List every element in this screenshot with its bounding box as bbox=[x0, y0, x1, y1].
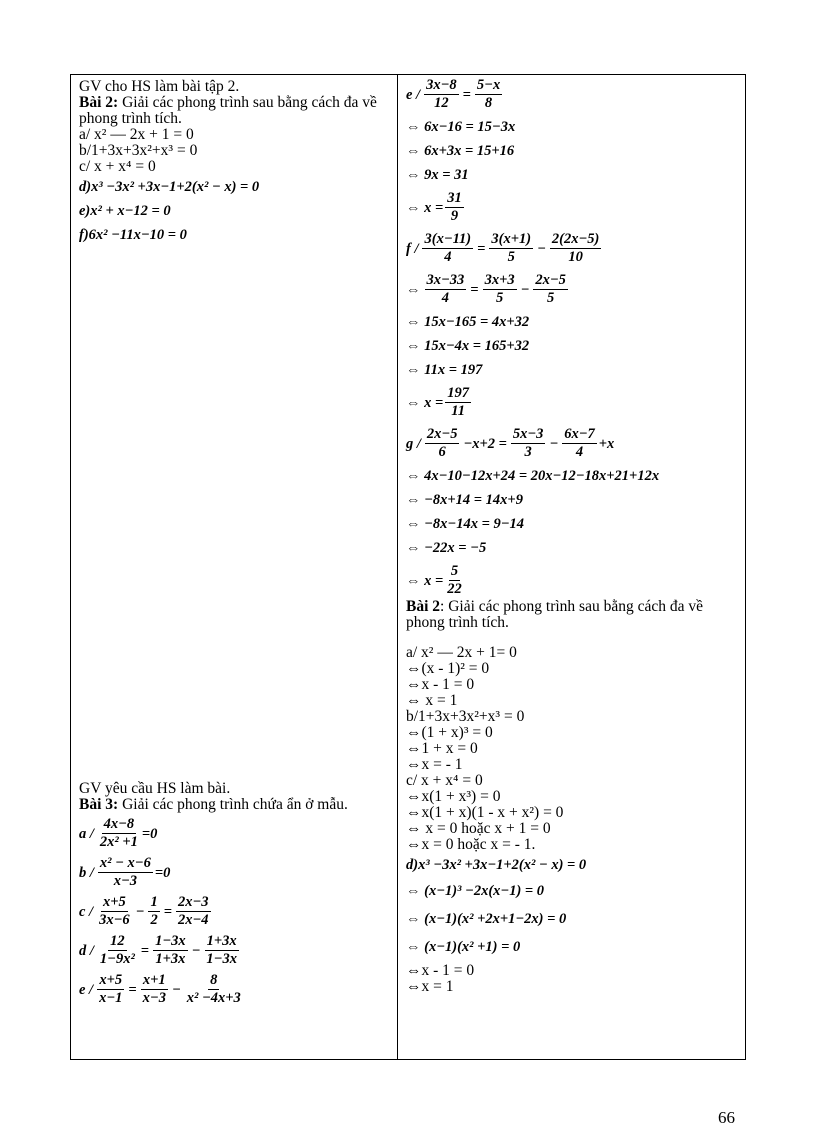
fraction: $\frac{12}{\text{1−9x²}}$ bbox=[99, 933, 135, 967]
bai3-title: Bài 3: bbox=[79, 796, 119, 813]
solution-e-equation: e / $\frac{3x-8}{12}$ = $\frac{5-x}{8}$ bbox=[406, 77, 501, 111]
solution-line: ⇔x = - 1 bbox=[406, 756, 463, 773]
fraction: $\frac{3x-8}{12}$ bbox=[426, 77, 457, 111]
solution-f-result: ⇔ x = $\frac{197}{11}$ bbox=[406, 385, 470, 419]
fraction: $\frac{3(x-11)}{4}$ bbox=[424, 231, 472, 265]
solution-line: ⇔(1 + x)³ = 0 bbox=[406, 724, 493, 741]
solution-line: ⇔x(1 + x³) = 0 bbox=[406, 788, 501, 805]
bai2-title: Bài 2: bbox=[79, 94, 119, 111]
solution-line: ⇔1 + x = 0 bbox=[406, 740, 478, 757]
solution-e-result: ⇔ x = $\frac{31}{9}$ bbox=[406, 190, 462, 224]
fraction: $\frac{x+5}{3x-6}$ bbox=[99, 894, 130, 928]
lesson-table bbox=[70, 74, 746, 1060]
solution-g-step: ⇔ −8x−14x = 9−14 bbox=[406, 516, 524, 532]
fraction: $\frac{3x+3}{5}$ bbox=[484, 272, 515, 306]
fraction: $\frac{4x-8}{\text{2x² +1}}$ bbox=[99, 816, 138, 850]
fraction: $\frac{3x-33}{4}$ bbox=[426, 272, 465, 306]
bai2-item-c: c/ x + x⁴ = 0 bbox=[79, 158, 156, 175]
solution-line: ⇔ x = 1 bbox=[406, 692, 458, 709]
bai2-item-a: a/ x² — 2x + 1 = 0 bbox=[79, 126, 194, 143]
solution-line: ⇔x(1 + x)(1 - x + x²) = 0 bbox=[406, 804, 564, 821]
bai3-text: Giải các phong trình chứa ẩn ở mẫu. bbox=[122, 796, 348, 813]
fraction: $\frac{x+5}{x-1}$ bbox=[99, 972, 123, 1006]
bai2-item-e: e)x² + x−12 = 0 bbox=[79, 203, 171, 219]
right-column bbox=[398, 75, 745, 1059]
bai3-eq-a: a / $\frac{4x-8}{\text{2x² +1}}$ =0 bbox=[79, 816, 158, 850]
fraction: $\frac{5}{22}$ bbox=[447, 563, 462, 597]
solution-line: ⇔x - 1 = 0 bbox=[406, 676, 475, 693]
fraction: $\frac{x+1}{x-3}$ bbox=[142, 972, 166, 1006]
bai3-block bbox=[79, 781, 391, 1006]
bai2-solution-title: Bài 2 bbox=[406, 598, 441, 615]
fraction: $\frac{1+3x}{1-3x}$ bbox=[206, 933, 237, 967]
solution-d-step: ⇔ (x−1)³ −2x(x−1) = 0 bbox=[406, 883, 545, 899]
fraction: $\frac{3(x+1)}{5}$ bbox=[491, 231, 532, 265]
bai2-text: Giải các phong trình sau bằng cách đa về phong trình tích. bbox=[79, 94, 377, 127]
solution-e-step: ⇔ 9x = 31 bbox=[406, 167, 469, 183]
fraction: $\frac{2(2x-5)}{10}$ bbox=[551, 231, 600, 265]
solution-f-step: ⇔ $\frac{3x-33}{4}$ = $\frac{3x+3}{5}$ − $\frac{2x-5}{5}$ bbox=[406, 272, 566, 306]
solution-f-step: ⇔ 15x−165 = 4x+32 bbox=[406, 314, 530, 330]
solution-line: ⇔ x = 0 hoặc x + 1 = 0 bbox=[406, 820, 551, 837]
intro-bai3: GV yêu cầu HS làm bài. bbox=[79, 780, 231, 797]
solution-line: ⇔x - 1 = 0 bbox=[406, 962, 475, 979]
solution-line: c/ x + x⁴ = 0 bbox=[406, 772, 483, 789]
fraction: $\frac{1-3x}{1+3x}$ bbox=[155, 933, 186, 967]
bai2-statement bbox=[79, 95, 391, 127]
solution-e-step: ⇔ 6x+3x = 15+16 bbox=[406, 143, 515, 159]
bai3-eq-b: b / $\frac{\text{x² − x−6}}{x-3}$ =0 bbox=[79, 855, 171, 889]
fraction: $\frac{6x-7}{4}$ bbox=[564, 426, 595, 460]
fraction: $\frac{31}{9}$ bbox=[447, 190, 462, 224]
solution-g-step: ⇔ −8x+14 = 14x+9 bbox=[406, 492, 523, 508]
bai2-solution-heading bbox=[406, 599, 739, 631]
page-number: 66 bbox=[718, 1108, 735, 1127]
bai2-item-b: b/1+3x+3x²+x³ = 0 bbox=[79, 142, 198, 159]
solution-line: ⇔x = 1 bbox=[406, 978, 454, 995]
solution-line: a/ x² — 2x + 1= 0 bbox=[406, 644, 517, 661]
bai3-eq-e: e / $\frac{x+5}{x-1}$ = $\frac{x+1}{x-3}$ − $\frac{8}{\text{x² −4x+3}}$ bbox=[79, 972, 241, 1006]
solution-line: b/1+3x+3x²+x³ = 0 bbox=[406, 708, 525, 725]
solution-g-equation: g / $\frac{2x-5}{6}$ −x+2 = $\frac{5x-3}{3}$ − $\frac{6x-7}{4}$ +x bbox=[406, 426, 615, 460]
solution-f-step: ⇔ 11x = 197 bbox=[406, 362, 483, 378]
fraction: $\frac{197}{11}$ bbox=[447, 385, 470, 419]
fraction: $\frac{\text{x² − x−6}}{x-3}$ bbox=[99, 855, 151, 889]
solution-d-step: ⇔ (x−1)(x² +1) = 0 bbox=[406, 939, 521, 955]
solution-d-equation: d)x³ −3x² +3x−1+2(x² − x) = 0 bbox=[406, 857, 587, 873]
fraction: $\frac{1}{2}$ bbox=[150, 894, 158, 928]
fraction: $\frac{5-x}{8}$ bbox=[476, 77, 501, 111]
solution-f-step: ⇔ 15x−4x = 165+32 bbox=[406, 338, 530, 354]
solution-g-step: ⇔ −22x = −5 bbox=[406, 540, 487, 556]
fraction: $\frac{2x-5}{5}$ bbox=[535, 272, 566, 306]
bai2-item-f: f)6x² −11x−10 = 0 bbox=[79, 227, 187, 243]
bai3-eq-d: d / $\frac{12}{\text{1−9x²}}$ = $\frac{1-3x}{1+3x}$ − $\frac{1+3x}{1-3x}$ bbox=[79, 933, 237, 967]
solution-d-step: ⇔ (x−1)(x² +2x+1−2x) = 0 bbox=[406, 911, 567, 927]
fraction: $\frac{2x-5}{6}$ bbox=[426, 426, 458, 460]
fraction: $\frac{5x-3}{3}$ bbox=[512, 426, 544, 460]
bai3-eq-c: c / $\frac{x+5}{3x-6}$ − $\frac{1}{2}$ = $\frac{2x-3}{2x-4}$ bbox=[79, 894, 209, 928]
fraction: $\frac{8}{\text{x² −4x+3}}$ bbox=[186, 972, 241, 1006]
bai3-statement bbox=[79, 797, 391, 813]
fraction: $\frac{2x-3}{2x-4}$ bbox=[177, 894, 209, 928]
bai2-item-d: d)x³ −3x² +3x−1+2(x² − x) = 0 bbox=[79, 179, 260, 195]
solution-line: ⇔x = 0 hoặc x = - 1. bbox=[406, 836, 536, 853]
solution-g-result: ⇔ x = $\frac{5}{22}$ bbox=[406, 563, 462, 597]
solution-e-step: ⇔ 6x−16 = 15−3x bbox=[406, 119, 516, 135]
solution-f-equation: f / $\frac{3(x-11)}{4}$ = $\frac{3(x+1)}{5}$ − $\frac{2(2x-5)}{10}$ bbox=[406, 231, 600, 265]
left-column bbox=[71, 75, 398, 1059]
solution-g-step: ⇔ 4x−10−12x+24 = 20x−12−18x+21+12x bbox=[406, 468, 660, 484]
bai2-solution-text: : Giải các phong trình sau bằng cách đa về phong trình tích. bbox=[406, 598, 704, 631]
solution-line: ⇔(x - 1)² = 0 bbox=[406, 660, 490, 677]
intro-bai2: GV cho HS làm bài tập 2. bbox=[79, 78, 240, 95]
